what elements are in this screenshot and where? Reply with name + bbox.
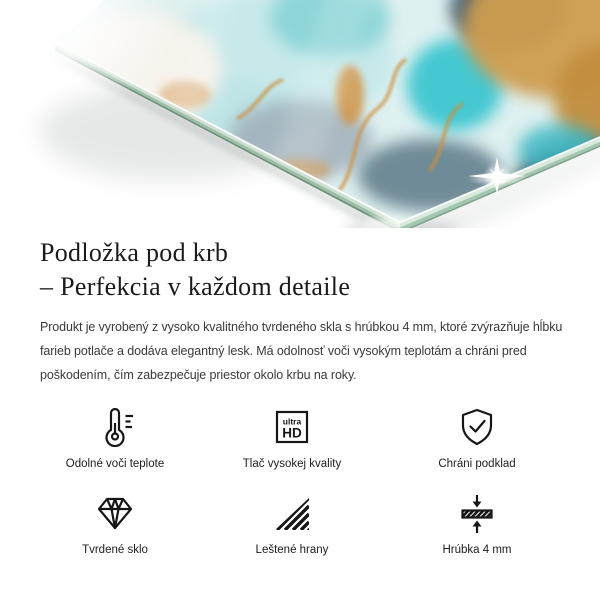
hd-text: HD bbox=[282, 425, 302, 441]
feature-label: Odolné voči teplote bbox=[65, 458, 165, 470]
title-line-2: – Perfekcia v každom detaile bbox=[40, 272, 351, 301]
feature-label: Chráni podklad bbox=[438, 458, 516, 470]
glass-panel-photo bbox=[0, 0, 600, 228]
feature-label: Tvrdené sklo bbox=[82, 544, 148, 556]
polished-edges-icon bbox=[270, 491, 314, 535]
page-title bbox=[40, 236, 560, 304]
feature-label: Hrúbka 4 mm bbox=[442, 544, 512, 556]
feature-label: Leštené hrany bbox=[255, 544, 329, 556]
white-fade-overlay bbox=[0, 0, 340, 210]
feature-tempered-glass bbox=[40, 491, 190, 557]
product-description: Produkt je vyrobený z vysoko kvalitného tvrdeného skla s hrúbkou 4 mm, ktoré zvýrazňuje hĺbku farieb potlače a dodáva elegantný lesk. Má odolnosť voči vysokým teplotám a chráni pred poškodením, čím zabezpečuje priestor okolo krbu na roky. bbox=[40, 320, 563, 382]
shield-check-icon bbox=[455, 405, 499, 449]
feature-heat-resistant bbox=[40, 405, 190, 471]
ultra-hd-badge-icon bbox=[270, 405, 314, 449]
product-hero-image bbox=[0, 0, 600, 228]
feature-label: Tlač vysokej kvality bbox=[242, 458, 342, 470]
thickness-arrows-icon bbox=[455, 491, 499, 535]
thermometer-heat-icon bbox=[93, 405, 137, 449]
feature-protects-base bbox=[394, 405, 560, 471]
feature-polished-edges bbox=[190, 491, 394, 557]
feature-print-quality bbox=[190, 405, 394, 471]
title-line-1: Podložka pod krb bbox=[40, 238, 229, 267]
feature-thickness bbox=[394, 491, 560, 557]
diamond-icon bbox=[93, 491, 137, 535]
ultra-text: ultra bbox=[282, 416, 302, 427]
features-grid bbox=[40, 405, 560, 557]
